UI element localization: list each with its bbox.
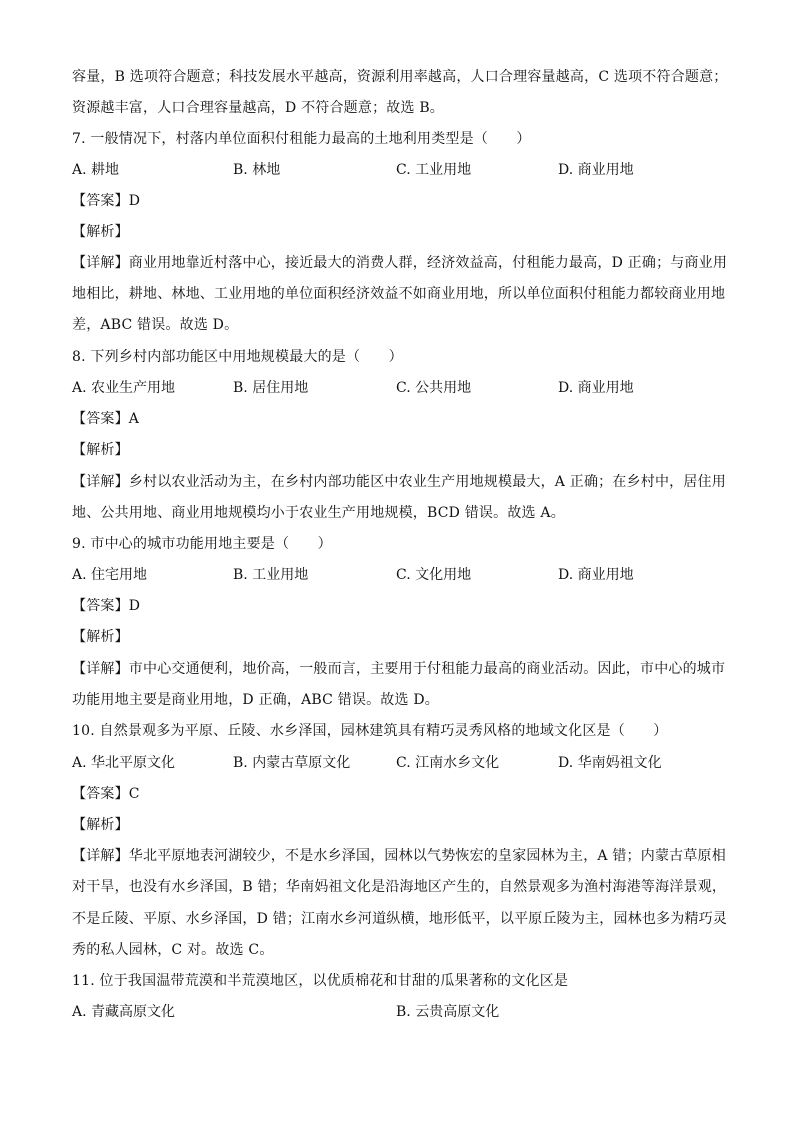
q7-detail-line-3: 差，ABC 错误。故选 D。 — [72, 317, 239, 333]
q10-detail-line-4: 秀的私人园林，C 对。故选 C。 — [72, 942, 274, 958]
q8-option-c: C. 公共用地 — [396, 380, 472, 396]
q10-answer: 【答案】C — [72, 786, 140, 802]
q11-stem: 11. 位于我国温带荒漠和半荒漠地区，以优质棉花和甘甜的瓜果著称的文化区是 — [72, 973, 569, 989]
q7-option-a: A. 耕地 — [72, 162, 120, 178]
q7-detail-line-2: 地相比，耕地、林地、工业用地的单位面积经济效益不如商业用地，所以单位面积付租能力都较商业用地 — [72, 286, 726, 302]
q10-option-a: A. 华北平原文化 — [72, 755, 176, 771]
q7-stem: 7. 一般情况下，村落内单位面积付租能力最高的土地利用类型是（ ） — [72, 131, 531, 147]
q8-answer: 【答案】A — [72, 411, 140, 427]
q7-analysis-label: 【解析】 — [72, 224, 129, 240]
q9-analysis-label: 【解析】 — [72, 629, 129, 645]
q9-option-d: D. 商业用地 — [558, 567, 634, 583]
q10-option-b: B. 内蒙古草原文化 — [233, 755, 351, 771]
q8-stem: 8. 下列乡村内部功能区中用地规模最大的是（ ） — [72, 349, 403, 365]
q8-option-d: D. 商业用地 — [558, 380, 634, 396]
q8-detail-line-1: 【详解】乡村以农业活动为主，在乡村内部功能区中农业生产用地规模最大，A 正确；在乡村中，居住用 — [72, 474, 726, 490]
carryover-line-2: 资源越丰富，人口合理容量越高，D 不符合题意；故选 B。 — [72, 100, 445, 116]
q11-option-a: A. 青藏高原文化 — [72, 1004, 176, 1020]
q8-analysis-label: 【解析】 — [72, 442, 129, 458]
q7-option-b: B. 林地 — [233, 162, 281, 178]
q9-option-b: B. 工业用地 — [233, 567, 309, 583]
q8-option-a: A. 农业生产用地 — [72, 380, 176, 396]
q9-detail-line-1: 【详解】市中心交通便利，地价高，一般而言，主要用于付租能力最高的商业活动。因此，市中心的城市 — [72, 661, 726, 677]
q7-answer: 【答案】D — [72, 193, 141, 209]
q11-option-b: B. 云贵高原文化 — [396, 1004, 500, 1020]
q8-detail-line-2: 地、公共用地、商业用地规模均小于农业生产用地规模，BCD 错误。故选 A。 — [72, 505, 565, 521]
q9-stem: 9. 市中心的城市功能用地主要是（ ） — [72, 536, 332, 552]
carryover-line-1: 容量，B 选项符合题意；科技发展水平越高，资源利用率越高，人口合理容量越高，C 选项不符合题意； — [72, 69, 728, 85]
q7-detail-line-1: 【详解】商业用地靠近村落中心，接近最大的消费人群，经济效益高，付租能力最高，D 正确；与商业用 — [72, 255, 728, 271]
q10-detail-line-3: 不是丘陵、平原、水乡泽国，D 错；江南水乡河道纵横，地形低平，以平原丘陵为主，园林也多为精巧灵 — [72, 911, 728, 927]
q9-detail-line-2: 功能用地主要是商业用地，D 正确，ABC 错误。故选 D。 — [72, 692, 439, 708]
q7-option-d: D. 商业用地 — [558, 162, 634, 178]
q10-detail-line-2: 对干旱，也没有水乡泽国，B 错；华南妈祖文化是沿海地区产生的，自然景观多为渔村海港等海洋景观， — [72, 879, 727, 895]
q10-stem: 10. 自然景观多为平原、丘陵、水乡泽国，园林建筑具有精巧灵秀风格的地域文化区是（ ） — [72, 723, 668, 739]
q10-detail-line-1: 【详解】华北平原地表河湖较少，不是水乡泽国，园林以气势恢宏的皇家园林为主，A 错；内蒙古草原相 — [72, 848, 726, 864]
q9-option-a: A. 住宅用地 — [72, 567, 148, 583]
q7-option-c: C. 工业用地 — [396, 162, 472, 178]
q9-option-c: C. 文化用地 — [396, 567, 472, 583]
q8-option-b: B. 居住用地 — [233, 380, 309, 396]
q10-analysis-label: 【解析】 — [72, 817, 129, 833]
q10-option-c: C. 江南水乡文化 — [396, 755, 500, 771]
q10-option-d: D. 华南妈祖文化 — [558, 755, 662, 771]
q9-answer: 【答案】D — [72, 598, 141, 614]
